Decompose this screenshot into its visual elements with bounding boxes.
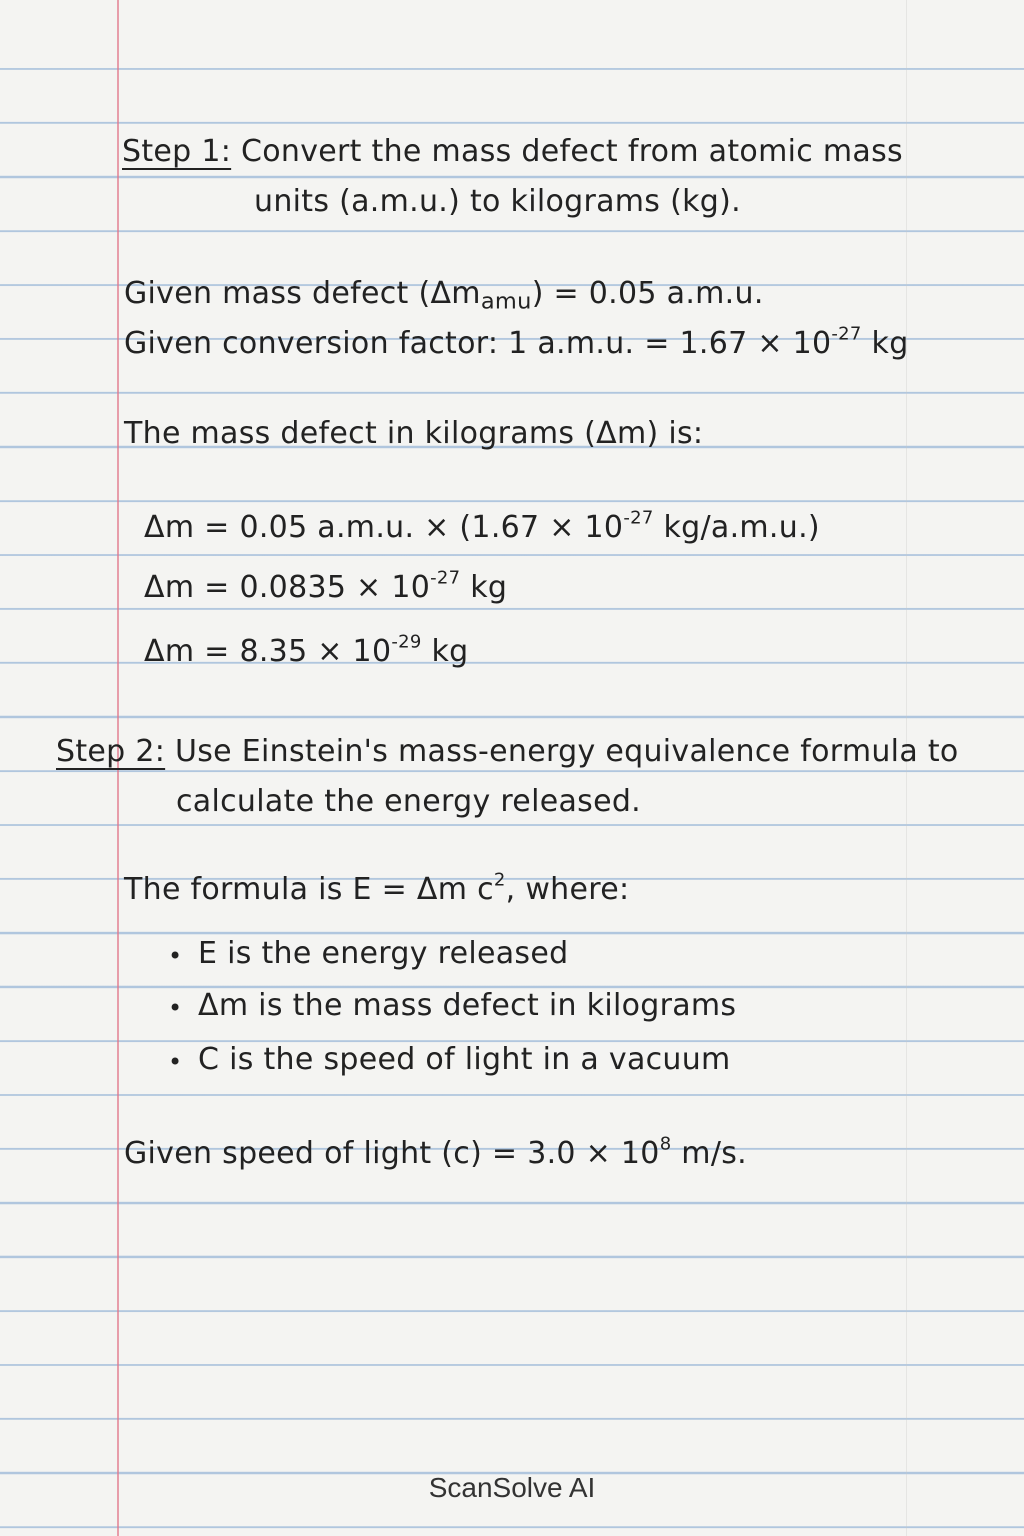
equation-1-exp: -27: [623, 507, 654, 529]
bullet-item: C is the speed of light in a vacuum: [198, 1042, 731, 1077]
step2-heading-line: [56, 734, 959, 770]
formula-exp: 2: [493, 869, 506, 891]
step1-text-line1: Convert the mass defect from atomic mass: [240, 134, 903, 169]
given-mass-defect-prefix: Given mass defect (Δm: [124, 276, 481, 311]
equation-2-suffix: kg: [460, 570, 508, 605]
given-conversion-prefix: Given conversion factor: 1 a.m.u. = 1.67 × 10: [124, 326, 832, 361]
step1-label: Step 1:: [122, 134, 232, 169]
equation-2-exp: -27: [430, 567, 461, 589]
equation-3-suffix: kg: [421, 634, 469, 669]
step1-text-line2: units (a.m.u.) to kilograms (kg).: [254, 184, 741, 219]
given-mass-defect-suffix: ) = 0.05 a.m.u.: [531, 276, 764, 311]
speed-of-light-line: [124, 1133, 748, 1172]
speed-of-light-exp: 8: [659, 1133, 672, 1155]
formula-line: [124, 869, 630, 908]
equation-2: [144, 567, 508, 606]
step2-text-line2: calculate the energy released.: [176, 784, 642, 819]
bullet-item: Δm is the mass defect in kilograms: [198, 988, 737, 1023]
footer-watermark: ScanSolve AI: [428, 1472, 596, 1503]
given-mass-defect: [124, 276, 764, 315]
mass-defect-intro: The mass defect in kilograms (Δm) is:: [124, 416, 704, 451]
step2-text-line1: Use Einstein's mass-energy equivalence formula to: [174, 734, 959, 769]
equation-3-exp: -29: [391, 631, 422, 653]
given-conversion-factor: [124, 323, 909, 362]
given-conversion-suffix: kg: [861, 326, 909, 361]
bullet-dot: •: [168, 1048, 183, 1076]
equation-3-prefix: Δm = 8.35 × 10: [144, 634, 392, 669]
bullet-item: E is the energy released: [198, 936, 569, 971]
speed-of-light-suffix: m/s.: [671, 1136, 748, 1171]
bullet-dot: •: [168, 942, 183, 970]
step1-heading-line: [122, 134, 903, 170]
bullet-dot: •: [168, 994, 183, 1022]
step2-label: Step 2:: [56, 734, 166, 769]
given-conversion-exp: -27: [831, 323, 862, 345]
formula-suffix: , where:: [505, 872, 630, 907]
equation-1-prefix: Δm = 0.05 a.m.u. × (1.67 × 10: [144, 510, 624, 545]
equation-3: [144, 631, 469, 670]
equation-2-prefix: Δm = 0.0835 × 10: [144, 570, 431, 605]
equation-1: [144, 507, 820, 546]
equation-1-suffix: kg/a.m.u.): [653, 510, 820, 545]
speed-of-light-prefix: Given speed of light (c) = 3.0 × 10: [124, 1136, 660, 1171]
given-mass-defect-sub: amu: [480, 288, 532, 315]
formula-prefix: The formula is E = Δm c: [124, 872, 494, 907]
